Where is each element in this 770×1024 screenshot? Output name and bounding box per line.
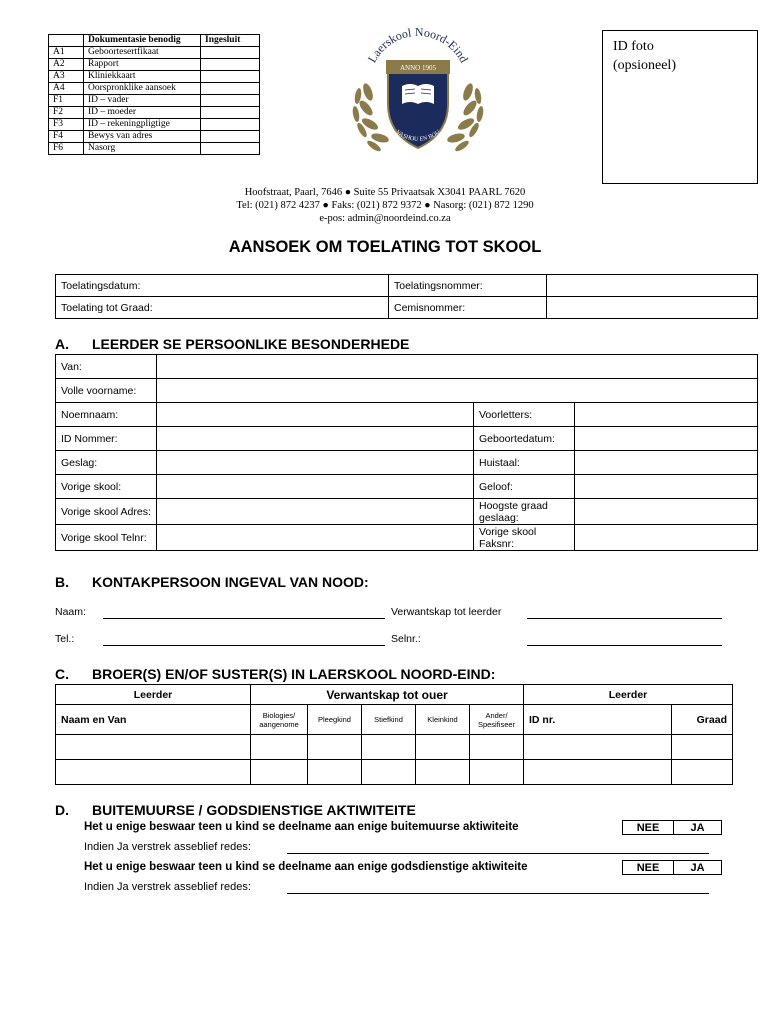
checklist-code: A3	[49, 71, 84, 83]
sibling-name-cell[interactable]	[56, 760, 251, 785]
sibling-grade-cell[interactable]	[672, 735, 733, 760]
checklist-code: F4	[49, 131, 84, 143]
learner-details-table	[55, 354, 758, 551]
cemis-number-field[interactable]	[547, 297, 758, 319]
section-title: LEERDER SE PERSOONLIKE BESONDERHEDE	[92, 336, 410, 352]
section-letter: B.	[55, 574, 69, 590]
dob-label: Geboortedatum:	[474, 427, 575, 451]
siblings-grade-col: Graad	[672, 705, 733, 735]
checklist-doc: Oorspronklike aansoek	[84, 83, 201, 95]
nickname-field[interactable]	[157, 403, 474, 427]
checklist-code: F3	[49, 119, 84, 131]
siblings-relation-header: Verwantskap tot ouer	[251, 685, 524, 705]
checklist-row	[49, 143, 260, 155]
siblings-foster-col: Pleegkind	[308, 705, 362, 735]
gender-field[interactable]	[157, 451, 474, 475]
previous-school-fax-label: Vorige skool Faksnr:	[474, 525, 575, 551]
sibling-step-cell[interactable]	[362, 760, 416, 785]
section-letter: D.	[55, 802, 69, 818]
form-title: AANSOEK OM TOELATING TOT SKOOL	[228, 238, 542, 256]
contact-name-label: Naam:	[55, 606, 86, 618]
dob-field[interactable]	[575, 427, 758, 451]
extramural-question: Het u enige beswaar teen u kind se deelname aan enige buitemuurse aktiwiteite	[84, 821, 519, 833]
admission-table	[55, 274, 758, 319]
surname-label: Van:	[56, 355, 157, 379]
religious-question: Het u enige beswaar teen u kind se deelname aan enige godsdienstige aktiwiteite	[84, 861, 528, 873]
checklist-row	[49, 107, 260, 119]
surname-field[interactable]	[157, 355, 758, 379]
checklist-doc-header: Dokumentasie benodig	[84, 35, 201, 47]
religion-field[interactable]	[575, 475, 758, 499]
checklist-row	[49, 71, 260, 83]
checklist-doc: ID – rekeningpligtige	[84, 119, 201, 131]
religious-reason-field[interactable]	[287, 893, 709, 894]
crest-school-name: Laerskool Noord-Eind	[364, 24, 472, 65]
admission-grade-label: Toelating tot Graad:	[56, 297, 389, 319]
extramural-no-option[interactable]: NEE	[623, 821, 674, 835]
admission-number-label: Toelatingsnommer:	[389, 275, 547, 297]
school-crest-logo	[352, 22, 484, 156]
extramural-reason-label: Indien Ja verstrek asseblief redes:	[84, 841, 251, 853]
nickname-label: Noemnaam:	[56, 403, 157, 427]
home-language-label: Huistaal:	[474, 451, 575, 475]
section-letter: A.	[55, 336, 69, 352]
section-letter: C.	[55, 666, 69, 682]
checklist-included-cell[interactable]	[201, 95, 260, 107]
checklist-doc: Kliniekkaart	[84, 71, 201, 83]
contact-tel-field[interactable]	[103, 645, 385, 646]
gender-label: Geslag:	[56, 451, 157, 475]
checklist-row	[49, 119, 260, 131]
table-row	[56, 760, 733, 785]
checklist-included-cell[interactable]	[201, 59, 260, 71]
checklist-included-cell[interactable]	[201, 107, 260, 119]
previous-school-address-label: Vorige skool Adres:	[56, 499, 157, 525]
laurel-right-icon	[446, 82, 484, 153]
id-number-field[interactable]	[157, 427, 474, 451]
id-photo-box[interactable]	[602, 30, 758, 184]
photo-label: ID foto	[613, 39, 654, 54]
checklist-row	[49, 59, 260, 71]
checklist-code: A2	[49, 59, 84, 71]
checklist-included-cell[interactable]	[201, 143, 260, 155]
initials-field[interactable]	[575, 403, 758, 427]
highest-grade-label: Hoogste graad geslaag:	[474, 499, 575, 525]
checklist-doc: ID – vader	[84, 95, 201, 107]
checklist-doc: Geboortesertfikaat	[84, 47, 201, 59]
photo-optional-label: (opsioneel)	[613, 58, 676, 73]
checklist-code: F1	[49, 95, 84, 107]
sibling-foster-cell[interactable]	[308, 760, 362, 785]
previous-school-address-field[interactable]	[157, 499, 474, 525]
checklist-code: A4	[49, 83, 84, 95]
previous-school-label: Vorige skool:	[56, 475, 157, 499]
crest-anno: ANNO 1905	[400, 64, 436, 72]
religion-label: Geloof:	[474, 475, 575, 499]
cemis-number-label: Cemisnommer:	[389, 297, 547, 319]
id-number-label: ID Nommer:	[56, 427, 157, 451]
checklist-included-cell[interactable]	[201, 47, 260, 59]
checklist-doc: Rapport	[84, 59, 201, 71]
section-d-heading	[55, 802, 655, 820]
school-contact-numbers: Tel: (021) 872 4237 ● Faks: (021) 872 9372 ● Nasorg: (021) 872 1290	[236, 200, 534, 211]
documents-checklist	[48, 34, 260, 155]
laurel-left-icon	[352, 82, 390, 153]
checklist-code: F2	[49, 107, 84, 119]
previous-school-field[interactable]	[157, 475, 474, 499]
religious-answer	[622, 860, 722, 875]
contact-cell-label: Selnr.:	[391, 633, 421, 645]
sibling-id-cell[interactable]	[524, 760, 672, 785]
section-c-heading	[55, 666, 655, 684]
siblings-id-col: ID nr.	[524, 705, 672, 735]
previous-school-tel-label: Vorige skool Telnr:	[56, 525, 157, 551]
religious-yes-option[interactable]: JA	[674, 861, 722, 875]
sibling-other-cell[interactable]	[470, 760, 524, 785]
siblings-step-col: Stiefkind	[362, 705, 416, 735]
section-title: BROER(S) EN/OF SUSTER(S) IN LAERSKOOL NOORD-EIND:	[92, 666, 496, 682]
checklist-doc: Nasorg	[84, 143, 201, 155]
checklist-included-cell[interactable]	[201, 131, 260, 143]
extramural-reason-field[interactable]	[287, 853, 709, 854]
checklist-included-header: Ingesluit	[201, 35, 260, 47]
extramural-answer	[622, 820, 722, 835]
highest-grade-field[interactable]	[575, 499, 758, 525]
admission-number-field[interactable]	[547, 275, 758, 297]
siblings-table	[55, 684, 733, 785]
checklist-included-cell[interactable]	[201, 71, 260, 83]
contact-tel-label: Tel.:	[55, 633, 75, 645]
religious-reason-label: Indien Ja verstrek asseblief redes:	[84, 881, 251, 893]
initials-label: Voorletters:	[474, 403, 575, 427]
previous-school-fax-field[interactable]	[575, 525, 758, 551]
checklist-doc: Bewys van adres	[84, 131, 201, 143]
checklist-row	[49, 95, 260, 107]
school-address: Hoofstraat, Paarl, 7646 ● Suite 55 Privaatsak X3041 PAARL 7620	[244, 187, 526, 198]
checklist-row	[49, 131, 260, 143]
siblings-bio-col: Biologies/ aangenome	[251, 705, 308, 735]
sibling-grade-cell[interactable]	[672, 760, 733, 785]
table-row	[56, 735, 733, 760]
checklist-included-cell[interactable]	[201, 83, 260, 95]
siblings-learner-header: Leerder	[56, 685, 251, 705]
checklist-row	[49, 83, 260, 95]
contact-relation-field[interactable]	[527, 618, 722, 619]
checklist-row	[49, 47, 260, 59]
section-title: BUITEMUURSE / GODSDIENSTIGE AKTIWITEITE	[92, 802, 416, 818]
sibling-other-cell[interactable]	[470, 735, 524, 760]
siblings-grand-col: Kleinkind	[416, 705, 470, 735]
extramural-yes-option[interactable]: JA	[674, 821, 722, 835]
checklist-doc: ID – moeder	[84, 107, 201, 119]
section-title: KONTAKPERSOON INGEVAL VAN NOOD:	[92, 574, 369, 590]
sibling-grand-cell[interactable]	[416, 760, 470, 785]
sibling-bio-cell[interactable]	[251, 760, 308, 785]
religious-no-option[interactable]: NEE	[623, 861, 674, 875]
sibling-foster-cell[interactable]	[308, 735, 362, 760]
fullnames-label: Volle voorname:	[56, 379, 157, 403]
contact-cell-field[interactable]	[527, 645, 722, 646]
sibling-name-cell[interactable]	[56, 735, 251, 760]
sibling-step-cell[interactable]	[362, 735, 416, 760]
crest-motto: VASHOU EN BOU	[394, 129, 442, 143]
school-email: e-pos: admin@noordeind.co.za	[319, 213, 451, 224]
checklist-code: A1	[49, 47, 84, 59]
siblings-learner2-header: Leerder	[524, 685, 733, 705]
previous-school-tel-field[interactable]	[157, 525, 474, 551]
siblings-other-col: Ander/ Spesifiseer	[470, 705, 524, 735]
section-a-heading	[55, 336, 555, 354]
section-b-heading	[55, 574, 555, 592]
open-book-icon	[402, 84, 434, 104]
contact-name-field[interactable]	[103, 618, 385, 619]
sibling-grand-cell[interactable]	[416, 735, 470, 760]
home-language-field[interactable]	[575, 451, 758, 475]
checklist-included-cell[interactable]	[201, 119, 260, 131]
fullnames-field[interactable]	[157, 379, 758, 403]
contact-relation-label: Verwantskap tot leerder	[391, 606, 502, 618]
checklist-code-header	[49, 35, 84, 47]
siblings-name-col: Naam en Van	[56, 705, 251, 735]
sibling-bio-cell[interactable]	[251, 735, 308, 760]
admission-date-label: Toelatingsdatum:	[56, 275, 389, 297]
checklist-code: F6	[49, 143, 84, 155]
sibling-id-cell[interactable]	[524, 735, 672, 760]
